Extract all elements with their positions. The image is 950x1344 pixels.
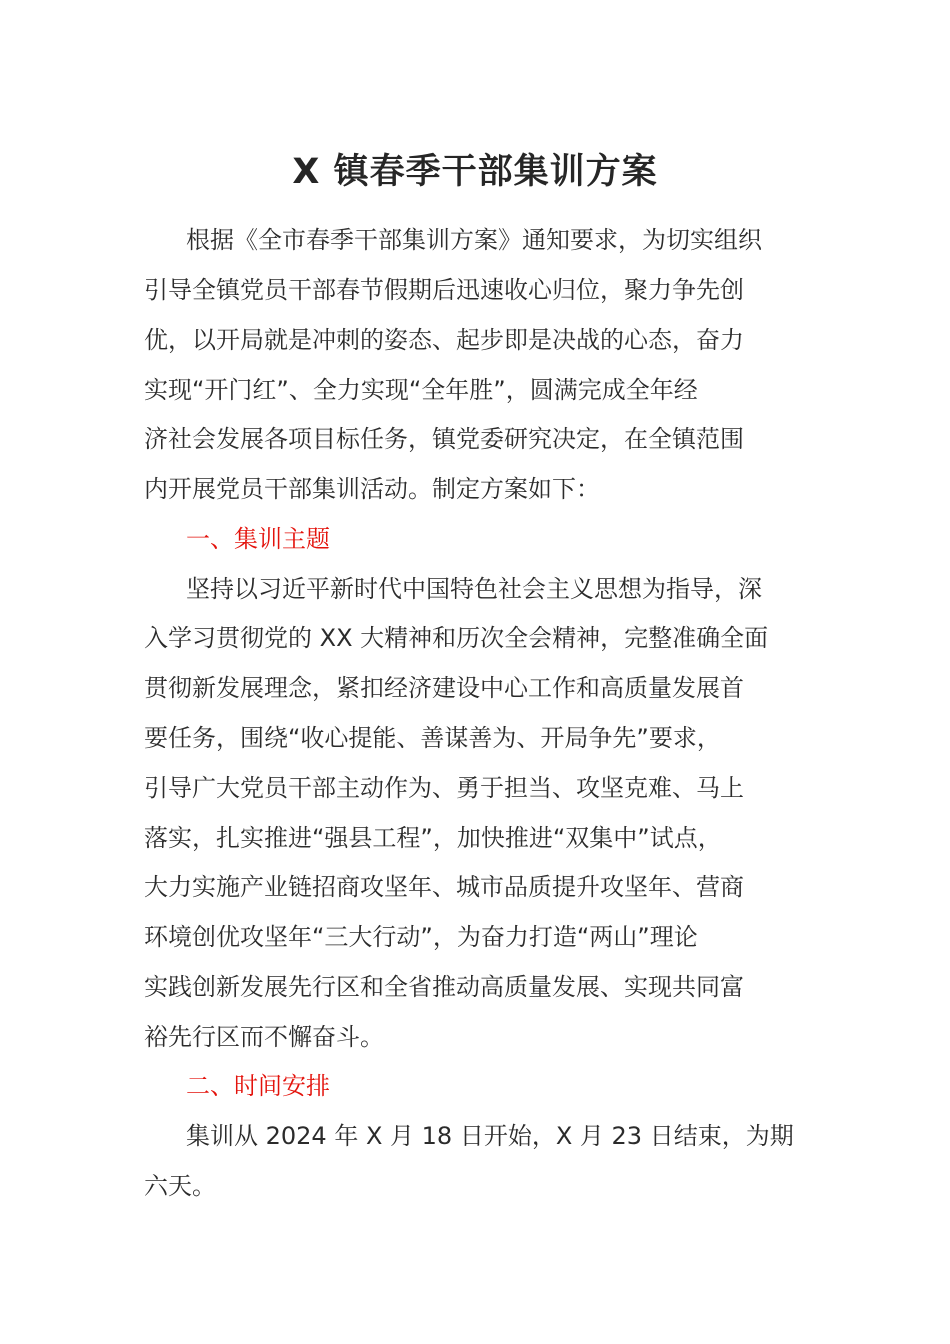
document-title: X 镇春季干部集训方案 xyxy=(292,152,658,192)
section-1-line-3: 贯彻新发展理念，紧扣经济建设中心工作和高质量发展首 xyxy=(144,674,744,702)
section-2-heading: 二、时间安排 xyxy=(186,1072,330,1100)
section-1-line-8: 环境创优攻坚年“三大行动”，为奋力打造“两山”理论 xyxy=(144,923,698,951)
intro-line-4: 实现“开门红”、全力实现“全年胜”，圆满完成全年经 xyxy=(144,376,698,404)
section-1-line-5: 引导广大党员干部主动作为、勇于担当、攻坚克难、马上 xyxy=(144,774,744,802)
section-1-line-1: 坚持以习近平新时代中国特色社会主义思想为指导，深 xyxy=(186,575,762,603)
section-1-line-10: 裕先行区而不懈奋斗。 xyxy=(144,1023,384,1051)
section-2-line-1: 集训从 2024 年 X 月 18 日开始，X 月 23 日结束，为期 xyxy=(186,1122,794,1150)
section-1-line-7: 大力实施产业链招商攻坚年、城市品质提升攻坚年、营商 xyxy=(144,873,744,901)
intro-line-2: 引导全镇党员干部春节假期后迅速收心归位，聚力争先创 xyxy=(144,276,744,304)
intro-line-6: 内开展党员干部集训活动。制定方案如下： xyxy=(144,475,600,503)
section-1-line-4: 要任务，围绕“收心提能、善谋善为、开局争先”要求， xyxy=(144,724,721,752)
section-1-heading: 一、集训主题 xyxy=(186,525,330,553)
section-1-line-2: 入学习贯彻党的 XX 大精神和历次全会精神，完整准确全面 xyxy=(144,624,769,652)
section-2-line-2: 六天。 xyxy=(144,1172,216,1200)
section-1-line-9: 实践创新发展先行区和全省推动高质量发展、实现共同富 xyxy=(144,973,744,1001)
intro-line-3: 优，以开局就是冲刺的姿态、起步即是决战的心态，奋力 xyxy=(144,326,744,354)
intro-line-1: 根据《全市春季干部集训方案》通知要求，为切实组织 xyxy=(186,226,762,254)
section-1-line-6: 落实，扎实推进“强县工程”，加快推进“双集中”试点， xyxy=(144,824,722,852)
intro-line-5: 济社会发展各项目标任务，镇党委研究决定，在全镇范围 xyxy=(144,425,744,453)
